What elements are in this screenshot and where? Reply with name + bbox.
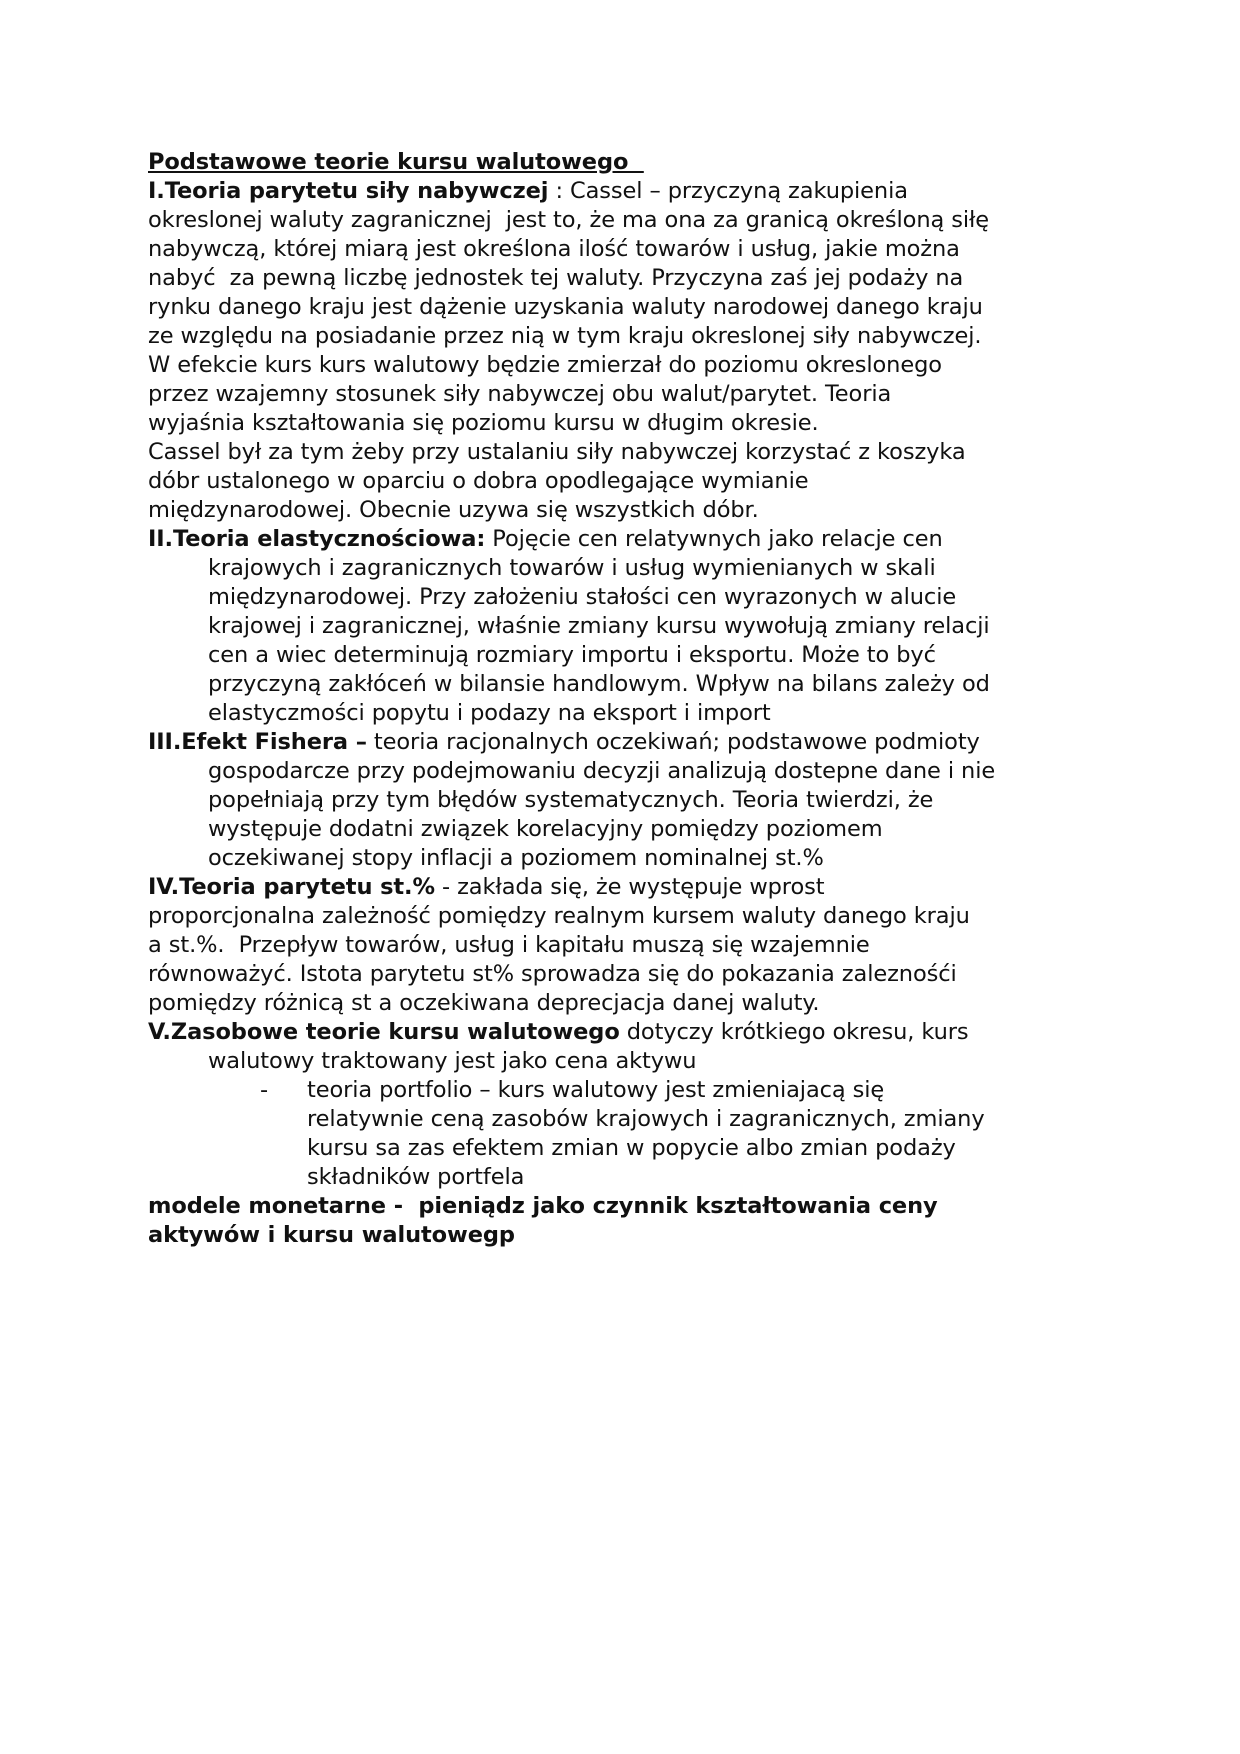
section-2-line: Pojęcie cen relatywnych jako relacje cen [485,526,943,552]
section-4-line: pomiędzy różnicą st a oczekiwana deprecjacja danej waluty. [148,990,820,1016]
closing-line: aktywów i kursu walutowegp [148,1222,515,1248]
section-3-line: popełniają przy tym błędów systematycznych. Teoria twierdzi, że [208,787,934,813]
section-1-line: międzynarodowej. Obecnie uzywa się wszystkich dóbr. [148,497,759,523]
bullet-line: składników portfela [307,1164,525,1190]
section-4-line: a st.%. Przepływ towarów, usług i kapitału muszą się wzajemnie [148,932,870,958]
section-3-line: oczekiwanej stopy inflacji a poziomem nominalnej st.% [208,845,824,871]
section-5-heading: V.Zasobowe teorie kursu walutowego [148,1019,620,1045]
section-4-heading: IV.Teoria parytetu st.% [148,874,435,900]
section-5-line: walutowy traktowany jest jako cena aktywu [208,1048,697,1074]
section-4-line: równoważyć. Istota parytetu st% sprowadza się do pokazania zaleznośći [148,961,957,987]
section-4 [148,873,1108,1018]
section-1 [148,177,1108,525]
section-1-line: : Cassel – przyczyną zakupienia [548,178,908,204]
closing-paragraph [148,1192,1108,1250]
section-2-line: krajowych i zagranicznych towarów i usług wymienianych w skali [208,555,936,581]
section-1-line: W efekcie kurs kurs walutowy będzie zmierzał do poziomu okreslonego [148,352,942,378]
section-4-line: proporcjonalna zależność pomiędzy realnym kursem waluty danego kraju [148,903,970,929]
bullet-line: kursu sa zas efektem zmian w popycie albo zmian podaży [307,1135,956,1161]
section-1-line: ze względu na posiadanie przez nią w tym kraju okreslonej siły nabywczej. [148,323,982,349]
section-1-line: okreslonej waluty zagranicznej jest to, że ma ona za granicą określoną siłę [148,207,990,233]
section-1-line: dóbr ustalonego w oparciu o dobra opodlegające wymianie [148,468,809,494]
dash-bullet-icon: - [260,1077,269,1103]
section-2-line: przyczyną zakłóceń w bilansie handlowym. Wpływ na bilans zależy od [208,671,990,697]
section-3-line: gospodarcze przy podejmowaniu decyzji analizują dostepne dane i nie [208,758,996,784]
section-1-line: rynku danego kraju jest dążenie uzyskania waluty narodowej danego kraju [148,294,983,320]
section-1-heading: I.Teoria parytetu siły nabywczej [148,178,549,204]
section-2-line: cen a wiec determinują rozmiary importu i eksportu. Może to być [208,642,936,668]
section-3-heading: III.Efekt Fishera – [148,729,367,755]
section-4-line: - zakłada się, że występuje wprost [434,874,825,900]
section-2-line: międzynarodowej. Przy założeniu stałości cen wyrazonych w alucie [208,584,957,610]
section-1-line: przez wzajemny stosunek siły nabywczej obu walut/parytet. Teoria [148,381,892,407]
section-2-line: elastyczmości popytu i podazy na eksport i import [208,700,771,726]
section-1-line: Cassel był za tym żeby przy ustalaniu siły nabywczej korzystać z koszyka [148,439,966,465]
document-page [148,148,1108,1250]
bullet-line: teoria portfolio – kurs walutowy jest zmieniajacą się [307,1077,885,1103]
bullet-list [148,1076,1108,1192]
section-2 [148,525,1108,728]
section-5-line: dotyczy krótkiego okresu, kurs [619,1019,969,1045]
section-2-heading: II.Teoria elastycznościowa: [148,526,486,552]
section-5 [148,1018,1108,1192]
closing-line: modele monetarne - pieniądz jako czynnik kształtowania ceny [148,1193,938,1219]
section-1-line: nabyć za pewną liczbę jednostek tej waluty. Przyczyna zaś jej podaży na [148,265,964,291]
section-3-line: występuje dodatni związek korelacyjny pomiędzy poziomem [208,816,883,842]
section-1-line: wyjaśnia kształtowania się poziomu kursu w długim okresie. [148,410,819,436]
document-title: Podstawowe teorie kursu walutowego [148,149,644,175]
section-1-line: nabywczą, której miarą jest określona ilość towarów i usług, jakie można [148,236,960,262]
section-2-line: krajowej i zagranicznej, właśnie zmiany kursu wywołują zmiany relacji [208,613,990,639]
bullet-line: relatywnie ceną zasobów krajowych i zagranicznych, zmiany [307,1106,985,1132]
section-3-line: teoria racjonalnych oczekiwań; podstawowe podmioty [366,729,980,755]
section-3 [148,728,1108,873]
